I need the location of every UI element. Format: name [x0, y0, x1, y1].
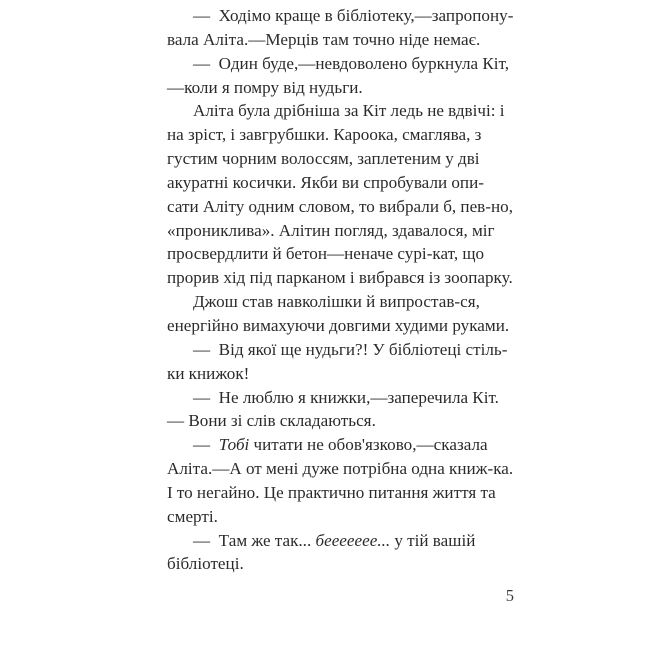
paragraph: — Один буде,—невдоволено буркнула Кіт,—коли я помру від нудьги.: [167, 53, 510, 97]
paragraph: Аліта була дрібніша за Кіт ледь не вдвічі: і на зріст, і завгрубшки. Кароока, смаглява, з густим чорним волоссям, заплетеним у дві акуратні косички. Якби ви спробували опи-сати Аліту одним словом, то вибрали б, пев-но, «прониклива». Алітин погляд, здавалося, міг просвердлити й бетон—неначе сурі-кат, що прорив хід під парканом і вибрався із зоопарку.: [167, 101, 514, 288]
paragraph: — Від якої ще нудьги?! У бібліотеці стіль-ки книжок!: [167, 339, 508, 383]
paragraph: Джош став навколішки й випростав-ся, енергійно вимахуючи довгими худими руками.: [167, 292, 510, 335]
paragraph: — Ходімо краще в бібліотеку,—запропону-вала Аліта.—Мерців там точно ніде немає.: [167, 6, 514, 49]
emphasis-text: Тобі: [218, 435, 250, 455]
page-text-block: [167, 4, 514, 576]
paragraph: — Тобі читати не обов'язково,—сказала Аліта.—А от мені дуже потрібна одна книж-ка. І то негайно. Це практично питання життя та смерті.: [167, 435, 514, 526]
emphasis-text: беееееее...: [315, 530, 391, 550]
paragraph: — Не люблю я книжки,—заперечила Кіт.— Вони зі слів складаються.: [167, 387, 499, 431]
page-number: 5: [505, 586, 514, 605]
paragraph: — Там же так... беееееее... у тій вашій бібліотеці.: [167, 530, 476, 574]
